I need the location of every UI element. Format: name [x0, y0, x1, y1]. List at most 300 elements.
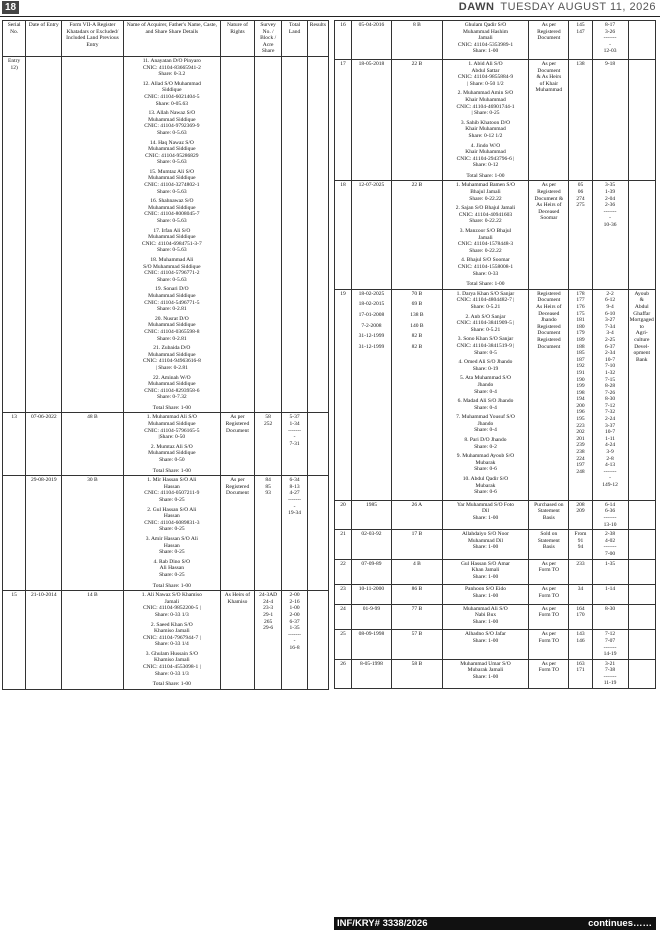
nature-line: Registered [537, 28, 561, 35]
survey-number: 275 [576, 202, 585, 209]
owner-block [444, 205, 528, 225]
owner-block [125, 477, 219, 503]
form-cell [392, 59, 443, 181]
owner-line: 4. Bhajul S/O Soomar [461, 257, 510, 264]
owner-line: 6. Madad Ali S/O Jhando [457, 398, 514, 405]
entry-date: 10-11-2000 [358, 586, 385, 593]
owner-line: Khamiso Jamali [154, 628, 190, 635]
survey-number: 138 [576, 60, 585, 67]
owner-line: 3. Amir Hassan S/O Ali [145, 535, 198, 542]
owner-line: CNIC: 41104-5496771-5 [144, 299, 200, 306]
land-value: 5-37 [289, 414, 300, 421]
owner-line: CNIC: 41104-2943796-6 | [456, 155, 515, 162]
nature-line: As per [230, 477, 245, 484]
owner-line: CNIC: 41104-6089831-3 [144, 519, 200, 526]
nature-line: Purchased on [534, 501, 564, 508]
owner-block [125, 58, 219, 78]
survey-number: 188 [576, 343, 585, 350]
survey-cell [569, 604, 592, 630]
total-share: Total Share: 1-00 [152, 582, 191, 589]
owner-line: Muhammad Siddique [148, 421, 196, 428]
survey-number: 147 [576, 28, 585, 35]
form-ref: 8 B [412, 22, 421, 28]
owner-cell [123, 56, 220, 413]
land-cell [592, 585, 628, 604]
owner-cell [442, 181, 529, 289]
owner-line: CNIC: 41104-8293958-6 [144, 387, 200, 394]
owner-line: Share: 0-5 [474, 349, 497, 356]
nature-line: Deceased [538, 310, 560, 317]
land-value: 14-19 [603, 651, 617, 658]
owner-line: CNIC: 41104-1578448-3 [457, 241, 514, 248]
owner-block [125, 536, 219, 556]
form-cell [392, 530, 443, 559]
nature-cell [221, 56, 255, 413]
header-total: Total Land [282, 21, 307, 57]
land-value: 7-15 [605, 376, 616, 383]
owner-cell [442, 559, 529, 585]
land-value: ------- [288, 497, 301, 503]
land-value: ------- [603, 644, 617, 651]
land-value: 13-10 [603, 521, 617, 528]
survey-number: 185 [576, 350, 585, 357]
form-ref: 138 B [410, 311, 424, 318]
page-number: 18 [2, 1, 19, 14]
owner-cell [123, 476, 220, 591]
owner-line: Hassan [163, 483, 180, 490]
survey-number: 146 [576, 637, 585, 644]
owner-block [444, 375, 528, 395]
results-cell [628, 500, 656, 529]
nature-line: As per [541, 560, 557, 567]
land-value: 7-26 [605, 389, 616, 396]
results-cell [628, 181, 656, 289]
survey-number: 178 [576, 290, 585, 297]
footer-bar [334, 917, 656, 930]
owner-line: Share: 1-00 [472, 544, 499, 551]
owner-line: Mubarak [475, 459, 496, 466]
owner-line: Muhammad Siddique [148, 234, 196, 241]
owner-block [444, 120, 528, 140]
land-value: ------- [288, 427, 301, 434]
survey-cell [569, 659, 592, 688]
table-row [3, 413, 329, 476]
entry-date: 1985 [365, 501, 377, 508]
land-value: 3-27 [605, 317, 616, 324]
survey-number: 194 [576, 396, 585, 403]
header-name: Name of Acquirer, Father's Name, Caste, and Share Share Details [123, 21, 220, 57]
owner-line: Alhadno S/O Jafar [465, 631, 506, 638]
date-cell [351, 500, 391, 529]
land-value: 1-39 [605, 189, 616, 196]
form-ref: 14 B [87, 592, 98, 599]
land-value: 10-36 [603, 222, 617, 229]
entry-date: 02-03-92 [361, 531, 382, 538]
result-line: Agri- [635, 330, 648, 337]
land-value: - [293, 638, 296, 645]
land-value: 6-34 [289, 477, 300, 484]
survey-number: 181 [576, 317, 585, 324]
owner-line: Siddique [162, 87, 182, 94]
nature-cell [529, 659, 569, 688]
header-serial: Serial No. [3, 21, 26, 57]
nature-line: Document [537, 67, 561, 74]
survey-number: 84 [265, 477, 271, 484]
date-cell [351, 585, 391, 604]
owner-line: Ghulam Qadir S/O [464, 22, 507, 28]
owner-line: Share: 1-00 [472, 618, 499, 625]
land-value: ------- [288, 631, 301, 638]
form-cell [392, 585, 443, 604]
land-value: 1-35 [605, 560, 616, 567]
land-cell [592, 659, 628, 688]
land-value: 2-24 [605, 416, 616, 423]
owner-line: Share: 0-33 1/3 [154, 611, 189, 618]
form-ref: 48 B [87, 414, 98, 421]
nature-line: Document [537, 330, 561, 337]
land-value: - [293, 434, 296, 441]
form-cell [392, 604, 443, 630]
land-value: 3-4 [606, 330, 614, 337]
results-cell [628, 659, 656, 688]
owner-line: Share: 0-6 [474, 489, 497, 496]
owner-block [125, 169, 219, 195]
nature-line: Soomar [540, 215, 558, 222]
land-value: ------- [603, 673, 617, 680]
date-cell [351, 559, 391, 585]
date-cell [26, 413, 62, 476]
owner-line: Share: 1-00 [472, 673, 499, 680]
owner-line: Jamali [164, 598, 179, 605]
table-row [335, 500, 656, 529]
survey-cell [569, 530, 592, 559]
owner-block [444, 182, 528, 202]
owner-block [125, 140, 219, 166]
date-cell [351, 630, 391, 659]
owner-line: Muhammad Siddique [148, 322, 196, 329]
owner-block [444, 22, 528, 55]
owner-line: Khair Muhammad [465, 149, 506, 156]
land-value: 8-17 [605, 22, 616, 28]
owner-block [444, 143, 528, 169]
survey-number: 94 [577, 544, 584, 551]
form-cell [62, 476, 123, 591]
nature-cell [529, 500, 569, 529]
owner-line: Share: 0-5.63 [157, 276, 187, 283]
table-row [335, 289, 656, 500]
owner-line: 15. Mumtaz Ali S/O [149, 168, 195, 175]
entry-date: 01-9-99 [362, 605, 381, 612]
owner-line: 8. Pari D/O Jhando [464, 437, 507, 444]
nature-line: Form TO [538, 612, 560, 619]
result-line: Ayoub [634, 290, 649, 297]
nature-line: Form TO [538, 637, 560, 644]
survey-number: 06 [577, 189, 584, 196]
owner-block [125, 592, 219, 618]
owner-line: S/O Muhammad Siddique [143, 263, 201, 270]
owner-block [444, 398, 528, 411]
survey-number: 29-6 [263, 625, 274, 632]
survey-number: 179 [576, 330, 585, 337]
header-date: Date of Entry [26, 21, 62, 57]
owner-block [444, 291, 528, 311]
date-cell [351, 21, 391, 60]
owner-line: Share: 0-5.63 [157, 129, 187, 136]
survey-number: 170 [576, 612, 585, 619]
owner-line: Gul Hassan S/O Amar [460, 560, 510, 567]
owner-line: Dil [481, 508, 489, 515]
nature-line: Document [225, 490, 249, 497]
land-value: ------- [603, 35, 617, 42]
form-ref: 82 B [411, 333, 423, 340]
land-value: 2-00 [289, 611, 300, 618]
owner-line: Muhammad Dil [467, 537, 503, 544]
land-value: 7-10 [605, 363, 616, 370]
owner-cell [442, 585, 529, 604]
owner-line: Muhammad Umar S/O [460, 660, 511, 667]
land-value: 3-26 [605, 28, 616, 35]
serial-cell: 17 [335, 59, 352, 181]
survey-number: 143 [576, 631, 585, 638]
masthead [0, 0, 660, 17]
entry-date: 17-01-2008 [358, 311, 385, 318]
nature-line: Jhando [541, 317, 557, 324]
owner-line: 4. Omed Ali S/O Jhando [458, 359, 513, 366]
form-ref: 22 B [411, 182, 423, 189]
serial-cell: 21 [335, 530, 352, 559]
land-value: 4-24 [605, 442, 616, 449]
survey-number: 163 [576, 660, 585, 667]
result-line: & [639, 297, 644, 304]
owner-line: Muhammad Siddique [148, 292, 196, 299]
survey-number: 196 [576, 409, 585, 416]
survey-number: 252 [264, 421, 273, 428]
owner-line: Yar Muhammad S/O Foto [456, 501, 514, 508]
owner-line: Allahdaiyo S/O Noor [461, 531, 509, 538]
nature-cell [529, 289, 569, 500]
results-cell [307, 591, 328, 690]
form-ref: 69 B [411, 301, 423, 308]
land-value: 6-12 [605, 297, 616, 304]
owner-line: 18. Muhammad Ali [150, 257, 194, 263]
owner-line: Share: 0-05.63 [155, 100, 189, 107]
land-value: 7-12 [605, 631, 616, 638]
owner-line: CNIC: 41104-3841519-9 | [456, 342, 515, 349]
entry-date: 21-10-2014 [30, 592, 57, 599]
date-cell [26, 591, 62, 690]
form-cell [392, 630, 443, 659]
owner-line: 1. Mir Hassan S/O Ali [147, 477, 197, 484]
land-value: 149-12 [602, 482, 618, 488]
owner-line: Muhammad Siddique [148, 351, 196, 358]
nature-cell [529, 585, 569, 604]
owner-line: 9. Muhammad Ayoub S/O [456, 453, 515, 460]
date-cell [26, 476, 62, 591]
table-row [335, 630, 656, 659]
owner-line: Share: 0-50 [159, 457, 185, 464]
owner-line: Share: 0-5.21 [470, 303, 501, 310]
survey-number: 265 [264, 618, 273, 625]
owner-line: Share: 0-5.63 [157, 159, 187, 166]
owner-line: Share: 0-5.63 [157, 247, 187, 254]
nature-line: Sold on [540, 531, 558, 538]
survey-number: 85 [265, 483, 271, 490]
owner-block [444, 502, 528, 522]
survey-number: 187 [576, 356, 585, 363]
survey-number: 223 [576, 422, 585, 429]
owner-line: CNIC: 41104-9855884-9 [457, 74, 514, 81]
owner-line: Muhammad Siddique [148, 381, 196, 388]
survey-number: 208 [576, 501, 585, 508]
survey-number: 233 [576, 560, 585, 567]
right-body [335, 21, 656, 689]
owner-block [444, 606, 528, 626]
table-row [335, 559, 656, 585]
owner-line: 1. Muhammad Bamen S/O [455, 182, 515, 189]
survey-number: 177 [576, 297, 585, 304]
serial-cell: 23 [335, 585, 352, 604]
owner-line: Share: 1-00 [472, 592, 499, 599]
survey-number: 274 [576, 195, 585, 202]
form-cell [62, 413, 123, 476]
land-value: 2-38 [605, 531, 616, 538]
table-row [335, 585, 656, 604]
total-share: Total Share: 1-00 [466, 281, 505, 288]
survey-cell [254, 591, 282, 690]
nature-line: Basis [542, 515, 555, 521]
land-value: 16-8 [289, 644, 300, 651]
owner-line: Muhammad Siddique [148, 146, 196, 153]
owner-line: 4. Jindo W/O [470, 142, 501, 149]
owner-line: CNIC: 41104-6984751-3-7 [141, 240, 202, 247]
results-cell [628, 21, 656, 60]
owner-block [444, 257, 528, 277]
owner-line: CNIC: 41104-6021404-5 [144, 93, 200, 100]
nature-line: As per [541, 631, 557, 638]
survey-number: 201 [576, 435, 585, 442]
entry-date: 8-05-1998 [359, 660, 383, 667]
nature-line: Registered [537, 189, 561, 196]
nature-line: Statement [537, 537, 560, 544]
date-cell [26, 56, 62, 413]
owner-block [125, 228, 219, 254]
owner-line: 1. Ali Nawaz S/O Khamiso [141, 592, 202, 599]
land-cell [282, 56, 307, 413]
entry-date: 18-05-2018 [358, 60, 385, 67]
survey-cell [254, 476, 282, 591]
owner-line: Mubarak [475, 482, 496, 489]
land-value: - [609, 475, 611, 482]
land-value: 4-02 [605, 537, 616, 544]
owner-line: Panhoon S/O Eido [465, 586, 506, 593]
owner-line: Hassan [163, 542, 180, 549]
total-share: Total Share: 1-00 [152, 681, 191, 688]
owner-line: CNIC: 41104-7967944-7 | [142, 634, 201, 641]
owner-line: 2. Saeed Khan S/O [150, 621, 193, 628]
owner-line: Share: 0-33 1/4 [154, 641, 189, 648]
survey-number: 171 [576, 667, 585, 674]
owner-cell [442, 530, 529, 559]
land-cell [592, 604, 628, 630]
owner-line: Share: 0-5.63 [157, 218, 187, 225]
survey-number: 191 [576, 369, 585, 376]
land-cell [592, 630, 628, 659]
entry-date: 07-09-89 [361, 560, 382, 567]
serial-cell: 19 [335, 289, 352, 500]
owner-line: Mubarak Jamali [467, 667, 504, 674]
date-cell [351, 659, 391, 688]
result-line: to [639, 323, 644, 330]
nature-line: Muhammad [535, 87, 563, 94]
owner-line: 3. Ghulam Hussain S/O [145, 650, 198, 657]
owner-line: Khamiso Jamali [154, 657, 190, 664]
survey-number: 180 [576, 323, 585, 330]
owner-line: Khair Muhammad [465, 96, 506, 103]
owner-block [444, 476, 528, 496]
survey-number: 176 [576, 303, 585, 310]
form-ref: 4 B [412, 560, 421, 567]
owner-line: Muhammad Siddique [148, 450, 196, 457]
form-cell [392, 500, 443, 529]
owner-line: 2. Muhammad Amin S/O [457, 90, 514, 97]
land-value: ------- [603, 468, 617, 475]
nature-line: Deceased [538, 208, 560, 215]
nature-line: As Heirs of [536, 202, 562, 209]
owner-line: Jamali [478, 35, 493, 42]
owner-block [444, 631, 528, 644]
entry-date: 18-02-2015 [358, 301, 385, 308]
owner-block [444, 561, 528, 581]
owner-line: Muhammad Ali S/O [463, 605, 508, 612]
form-cell [62, 591, 123, 690]
entry-date: 08-09-1998 [358, 631, 385, 638]
serial-cell: Entry 12) [3, 56, 26, 413]
date-cell [351, 530, 391, 559]
nature-line: As per [230, 414, 245, 421]
survey-cell [569, 630, 592, 659]
owner-block [444, 314, 528, 334]
owner-block [444, 228, 528, 254]
land-value: 3-35 [605, 182, 616, 189]
land-value: 8-28 [605, 383, 616, 390]
owner-line: Share: 0-19 [472, 365, 499, 372]
land-value: 9-18 [605, 60, 616, 67]
nature-line: Statement [537, 508, 560, 515]
land-value: 6-37 [605, 343, 616, 350]
owner-line: 2. Sajan S/O Bhajul Jamali [455, 205, 516, 212]
owner-line: CNIC: 41104-5796771-2 [144, 270, 200, 277]
survey-number: 24-4 [263, 598, 274, 605]
survey-cell [569, 21, 592, 60]
land-value: 2-25 [605, 336, 616, 343]
total-share: Total Share: 1-00 [466, 172, 505, 179]
entry-date: 12-07-2025 [358, 182, 385, 189]
owner-line: Share: 0-22.22 [469, 195, 502, 202]
results-cell [307, 413, 328, 476]
land-value: 7-07 [605, 637, 616, 644]
nature-line: Registered [225, 421, 250, 428]
survey-number: From [574, 531, 587, 538]
land-value: 1-00 [289, 605, 300, 612]
result-line: Devel- [634, 343, 650, 350]
entry-date: 18-02-2025 [358, 290, 385, 297]
paper-dateline [459, 0, 656, 15]
owner-line: Nabi Bux [474, 612, 497, 619]
owner-line: 20. Nusrat D/O [154, 315, 189, 322]
owner-line: Khair Muhammad [465, 126, 506, 133]
land-value: 9-4 [606, 303, 614, 310]
survey-cell [569, 289, 592, 500]
